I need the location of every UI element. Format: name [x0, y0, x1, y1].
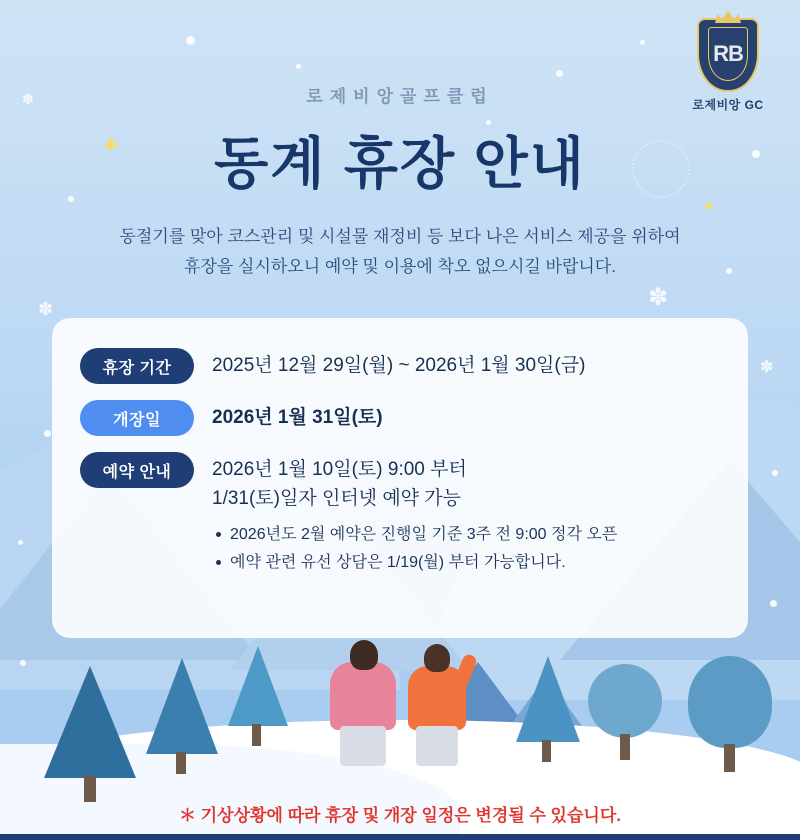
- label-reopen-date: 개장일: [80, 400, 194, 436]
- snowflake-icon-2: ✽: [38, 299, 54, 319]
- pine-tree-icon: [228, 646, 288, 726]
- snow-dot: [186, 36, 195, 45]
- tree-trunk: [542, 740, 551, 762]
- info-row-closure-period: [80, 348, 720, 384]
- value-reservation: [212, 452, 617, 577]
- person-right-legs: [416, 726, 458, 766]
- snow-dot: [772, 470, 778, 476]
- crest-monogram: RB: [708, 27, 748, 81]
- reservation-line-2: 1/31(토)일자 인터넷 예약 가능: [212, 487, 462, 509]
- reservation-bullets: [212, 521, 617, 577]
- pine-tree-icon: [146, 658, 218, 754]
- info-row-reopen-date: [80, 400, 720, 436]
- snow-dot: [770, 600, 777, 607]
- snowflake-icon-4: ✽: [22, 91, 34, 107]
- person-right-head: [424, 644, 450, 672]
- snowflake-icon-3: ✽: [760, 359, 774, 376]
- subtitle-line-2: 휴장을 실시하오니 예약 및 이용에 착오 없으시길 바랍니다.: [184, 256, 616, 276]
- pine-tree-icon: [44, 666, 136, 778]
- snow-dot: [640, 40, 645, 45]
- tree-trunk: [252, 724, 261, 746]
- crest-icon: [697, 18, 759, 92]
- sparkle-icon-yellow: ✦: [100, 130, 122, 160]
- snowflake-icon-1: ✽: [648, 284, 669, 311]
- label-reservation: 예약 안내: [80, 452, 194, 488]
- label-closure-period: 휴장 기간: [80, 348, 194, 384]
- subtitle-line-1: 동절기를 맞아 코스관리 및 시설물 재정비 등 보다 나은 서비스 제공을 위하여: [119, 227, 681, 246]
- info-row-reservation: [80, 452, 720, 577]
- person-left-head: [350, 640, 378, 670]
- sparkle-icon-yellow-small: ✦: [702, 199, 716, 216]
- reservation-line-1: 2026년 1월 10일(토) 9:00 부터: [212, 459, 467, 480]
- tree-trunk: [176, 752, 186, 774]
- tree-trunk: [620, 734, 630, 760]
- value-closure-period: 2025년 12월 29일(월) ~ 2026년 1월 30일(금): [212, 355, 586, 376]
- winter-scene-illustration: [0, 640, 800, 840]
- snow-dot: [296, 64, 301, 69]
- person-left-body: [330, 662, 396, 730]
- info-card: [52, 318, 748, 638]
- club-name: 로제비앙골프클럽: [306, 87, 494, 106]
- footnote-warning: ＊ 기상상황에 따라 휴장 및 개장 일정은 변경될 수 있습니다.: [179, 806, 621, 825]
- list-item: 예약 관련 유선 상담은 1/19(월) 부터 가능합니다.: [212, 549, 617, 577]
- page-title: 동계 휴장 안내: [214, 132, 586, 195]
- footer-bar: [0, 834, 800, 840]
- round-tree-icon: [588, 664, 662, 738]
- snow-dot: [44, 430, 51, 437]
- tree-trunk: [84, 776, 96, 802]
- subtitle: [0, 222, 800, 282]
- list-item: 2026년도 2월 예약은 진행일 기준 3주 전 9:00 정각 오픈: [212, 521, 617, 549]
- person-left-legs: [340, 726, 386, 766]
- value-reopen-date: 2026년 1월 31일(토): [212, 407, 383, 428]
- logo-name: 로제비앙 GC: [692, 98, 764, 112]
- round-tree-icon: [688, 656, 772, 748]
- snow-dot: [18, 540, 23, 545]
- tree-trunk: [724, 744, 735, 772]
- snow-dot: [556, 70, 563, 77]
- pine-tree-icon: [516, 656, 580, 742]
